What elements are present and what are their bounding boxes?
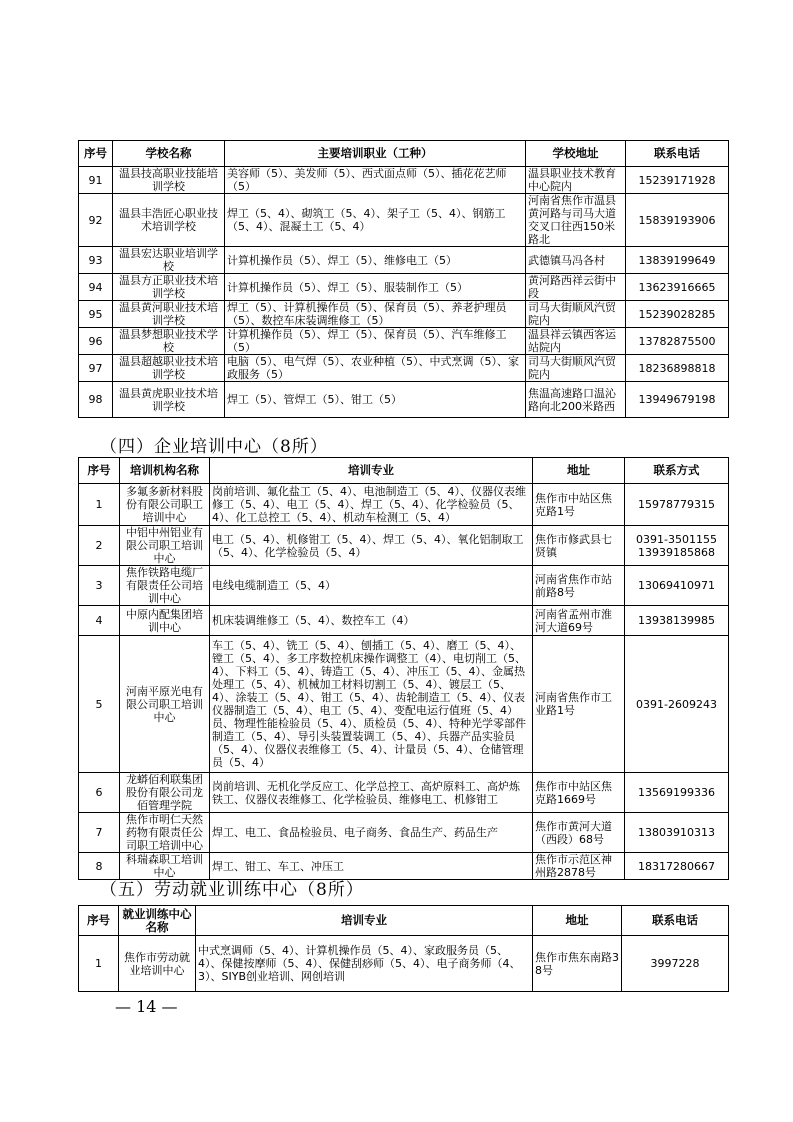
- institution-name: 温县超越职业技术培训学校: [113, 355, 225, 382]
- phone: 18236898818: [626, 355, 729, 382]
- col-address-header: 地址: [533, 906, 622, 936]
- table-row: [79, 328, 729, 355]
- phone: 15839193906: [626, 194, 729, 247]
- col-programs-header: 培训专业: [196, 906, 533, 936]
- institution-name: 龙蟒佰利联集团股份有限公司龙佰管理学院: [120, 773, 210, 813]
- address: 温县职业技术教育中心院内: [526, 167, 626, 194]
- training-programs: 焊工、钳工、车工、冲压工: [210, 853, 533, 880]
- row-index: 97: [79, 355, 113, 382]
- training-programs: 焊工（5）、计算机操作员（5）、保育员（5）、养老护理员（5）、数控车床装调维修工（5）: [225, 301, 526, 328]
- page-number: — 14 —: [115, 997, 178, 1016]
- institution-name: 温县技高职业技能培训学校: [113, 167, 225, 194]
- phone: 0391-3501155 13939185868: [625, 526, 729, 566]
- institution-name: 温县梦想职业技术学校: [113, 328, 225, 355]
- row-index: 6: [79, 773, 120, 813]
- phone: 15239171928: [626, 167, 729, 194]
- table-row: [79, 274, 729, 301]
- address: 武德镇马冯各村: [526, 247, 626, 274]
- table-header-row: [79, 458, 729, 484]
- institution-name: 焦作市明仁天然药物有限责任公司职工培训中心: [120, 813, 210, 853]
- table-row: [79, 301, 729, 328]
- col-programs-header: 培训专业: [210, 458, 533, 484]
- institution-name: 温县黄河职业技术培训学校: [113, 301, 225, 328]
- address: 河南省焦作市温县黄河路与司马大道交叉口往西150米路北: [526, 194, 626, 247]
- training-programs: 电线电缆制造工（5、4）: [210, 566, 533, 606]
- col-index-header: 序号: [79, 906, 119, 936]
- col-name-header: 学校名称: [113, 141, 225, 167]
- phone: 13803910313: [625, 813, 729, 853]
- training-programs: 焊工（5、4）、砌筑工（5、4）、架子工（5、4）、钢筋工（5、4）、混凝土工（5、4）: [225, 194, 526, 247]
- address: 焦作市中站区焦克路1669号: [533, 773, 625, 813]
- col-name-header: 就业训练中心名称: [119, 906, 196, 936]
- col-name-header: 培训机构名称: [120, 458, 210, 484]
- address: 焦作市黄河大道（西段）68号: [533, 813, 625, 853]
- institution-name: 河南平原光电有限公司职工培训中心: [120, 636, 210, 773]
- phone: 0391-2609243: [625, 636, 729, 773]
- phone: 3997228: [622, 936, 729, 992]
- address: 河南省焦作市工业路1号: [533, 636, 625, 773]
- phone: 15978779315: [625, 484, 729, 526]
- phone: 13949679198: [626, 382, 729, 418]
- phone: 13782875500: [626, 328, 729, 355]
- row-index: 7: [79, 813, 120, 853]
- institution-name: 温县黄虎职业技术培训学校: [113, 382, 225, 418]
- address: 河南省焦作市站前路8号: [533, 566, 625, 606]
- institution-name: 科瑞森职工培训中心: [120, 853, 210, 880]
- table-row: [79, 636, 729, 773]
- phone: 13938139985: [625, 606, 729, 636]
- training-programs: 电工（5、4）、机修钳工（5、4）、焊工（5、4）、氧化铝制取工（5、4）、化学检验员（5、4）: [210, 526, 533, 566]
- training-programs: 计算机操作员（5）、焊工（5）、维修电工（5）: [225, 247, 526, 274]
- address: 黄河路西祥云街中段: [526, 274, 626, 301]
- row-index: 92: [79, 194, 113, 247]
- table-row: [79, 813, 729, 853]
- institution-name: 焦作铁路电缆厂有限责任公司培训中心: [120, 566, 210, 606]
- section-4-title: （四）企业培训中心（8所）: [100, 437, 328, 457]
- phone: 13839199649: [626, 247, 729, 274]
- col-phone-header: 联系方式: [625, 458, 729, 484]
- phone: 15239028285: [626, 301, 729, 328]
- table-row: [79, 247, 729, 274]
- phone: 13569199336: [625, 773, 729, 813]
- training-programs: 焊工（5）、管焊工（5）、钳工（5）: [225, 382, 526, 418]
- table-row: [79, 936, 729, 992]
- table-header-row: [79, 906, 729, 936]
- row-index: 1: [79, 484, 120, 526]
- institution-name: 温县方正职业技术培训学校: [113, 274, 225, 301]
- training-programs: 电脑（5）、电气焊（5）、农业种植（5）、中式烹调（5）、家政服务（5）: [225, 355, 526, 382]
- institution-name: 焦作市劳动就业培训中心: [119, 936, 196, 992]
- institution-name: 中原内配集团培训中心: [120, 606, 210, 636]
- phone: 13069410971: [625, 566, 729, 606]
- row-index: 2: [79, 526, 120, 566]
- table-row: [79, 526, 729, 566]
- institution-name: 温县丰浩匠心职业技术培训学校: [113, 194, 225, 247]
- row-index: 8: [79, 853, 120, 880]
- row-index: 5: [79, 636, 120, 773]
- training-programs: 计算机操作员（5）、焊工（5）、保育员（5）、汽车维修工（5）: [225, 328, 526, 355]
- row-index: 1: [79, 936, 119, 992]
- training-programs: 焊工、电工、食品检验员、电子商务、食品生产、药品生产: [210, 813, 533, 853]
- enterprise-table: [78, 457, 729, 880]
- training-programs: 机床装调维修工（5、4）、数控车工（4）: [210, 606, 533, 636]
- table-row: [79, 382, 729, 418]
- address: 焦作市焦东南路38号: [533, 936, 622, 992]
- col-address-header: 地址: [533, 458, 625, 484]
- address: 司马大街顺风汽贸院内: [526, 301, 626, 328]
- row-index: 96: [79, 328, 113, 355]
- table-row: [79, 773, 729, 813]
- training-programs: 岗前培训、氟化盐工（5、4）、电池制造工（5、4）、仪器仪表维修工（5、4）、电工（5、4）、焊工（5、4）、化学检验员（5、4）、化工总控工（5、4）、机动车检测工（5、4）: [210, 484, 533, 526]
- row-index: 3: [79, 566, 120, 606]
- address: 焦作市中站区焦克路1号: [533, 484, 625, 526]
- table-row: [79, 355, 729, 382]
- col-programs-header: 主要培训职业（工种）: [225, 141, 526, 167]
- address: 焦作市示范区神州路2878号: [533, 853, 625, 880]
- table-header-row: [79, 141, 729, 167]
- row-index: 95: [79, 301, 113, 328]
- address: 焦作市修武县七贤镇: [533, 526, 625, 566]
- phone: 13623916665: [626, 274, 729, 301]
- table-row: [79, 194, 729, 247]
- address: 司马大街顺风汽贸院内: [526, 355, 626, 382]
- col-phone-header: 联系电话: [626, 141, 729, 167]
- school-table: [78, 140, 729, 418]
- training-programs: 车工（5、4）、铣工（5、4）、刨插工（5、4）、磨工（5、4）、镗工（5、4）、多工序数控机床操作调整工（4）、电切削工（5、4）、下料工（5、4）、铸造工（5、4）、冲压工（5、4）、金属热处理工（5、4）、机械加工材料切割工（5、4）、镀层工（5、4）、涂装工（5、4）、钳工（5、4）、齿轮制造工（5、4）、仪表仪器制造工（5、4）、电工（5、4）、变配电运行值班（5、4）员、物理性能检验员（5、4）、质检员（5、4）、特种光学零部件制造工（5、4）、导引头装置装调工（5、4）、兵器产品实验员（5、4）、仪器仪表维修工（5、4）、计量员（5、4）、仓储管理员（5、4）: [210, 636, 533, 773]
- institution-name: 多氟多新材料股份有限公司职工培训中心: [120, 484, 210, 526]
- row-index: 94: [79, 274, 113, 301]
- table-row: [79, 167, 729, 194]
- row-index: 93: [79, 247, 113, 274]
- phone: 18317280667: [625, 853, 729, 880]
- training-programs: 计算机操作员（5）、焊工（5）、服装制作工（5）: [225, 274, 526, 301]
- institution-name: 中铝中州铝业有限公司职工培训中心: [120, 526, 210, 566]
- col-index-header: 序号: [79, 458, 120, 484]
- col-phone-header: 联系电话: [622, 906, 729, 936]
- table-row: [79, 484, 729, 526]
- row-index: 98: [79, 382, 113, 418]
- col-address-header: 学校地址: [526, 141, 626, 167]
- address: 焦温高速路口温沁路向北200米路西: [526, 382, 626, 418]
- address: 温县祥云镇西客运站院内: [526, 328, 626, 355]
- col-index-header: 序号: [79, 141, 113, 167]
- training-programs: 岗前培训、无机化学反应工、化学总控工、高炉原料工、高炉炼铁工、仪器仪表维修工、化学检验员、维修电工、机修钳工: [210, 773, 533, 813]
- employment-table: [78, 905, 729, 992]
- training-programs: 美容师（5）、美发师（5）、西式面点师（5）、插花花艺师（5）: [225, 167, 526, 194]
- training-programs: 中式烹调师（5、4）、计算机操作员（5、4）、家政服务员（5、4）、保健按摩师（5、4）、保健刮痧师（5、4）、电子商务师（4、3）、SIYB创业培训、网创培训: [196, 936, 533, 992]
- address: 河南省孟州市淮河大道69号: [533, 606, 625, 636]
- section-5-title: （五）劳动就业训练中心（8所）: [100, 880, 364, 900]
- institution-name: 温县宏达职业培训学校: [113, 247, 225, 274]
- row-index: 4: [79, 606, 120, 636]
- table-row: [79, 606, 729, 636]
- row-index: 91: [79, 167, 113, 194]
- table-row: [79, 566, 729, 606]
